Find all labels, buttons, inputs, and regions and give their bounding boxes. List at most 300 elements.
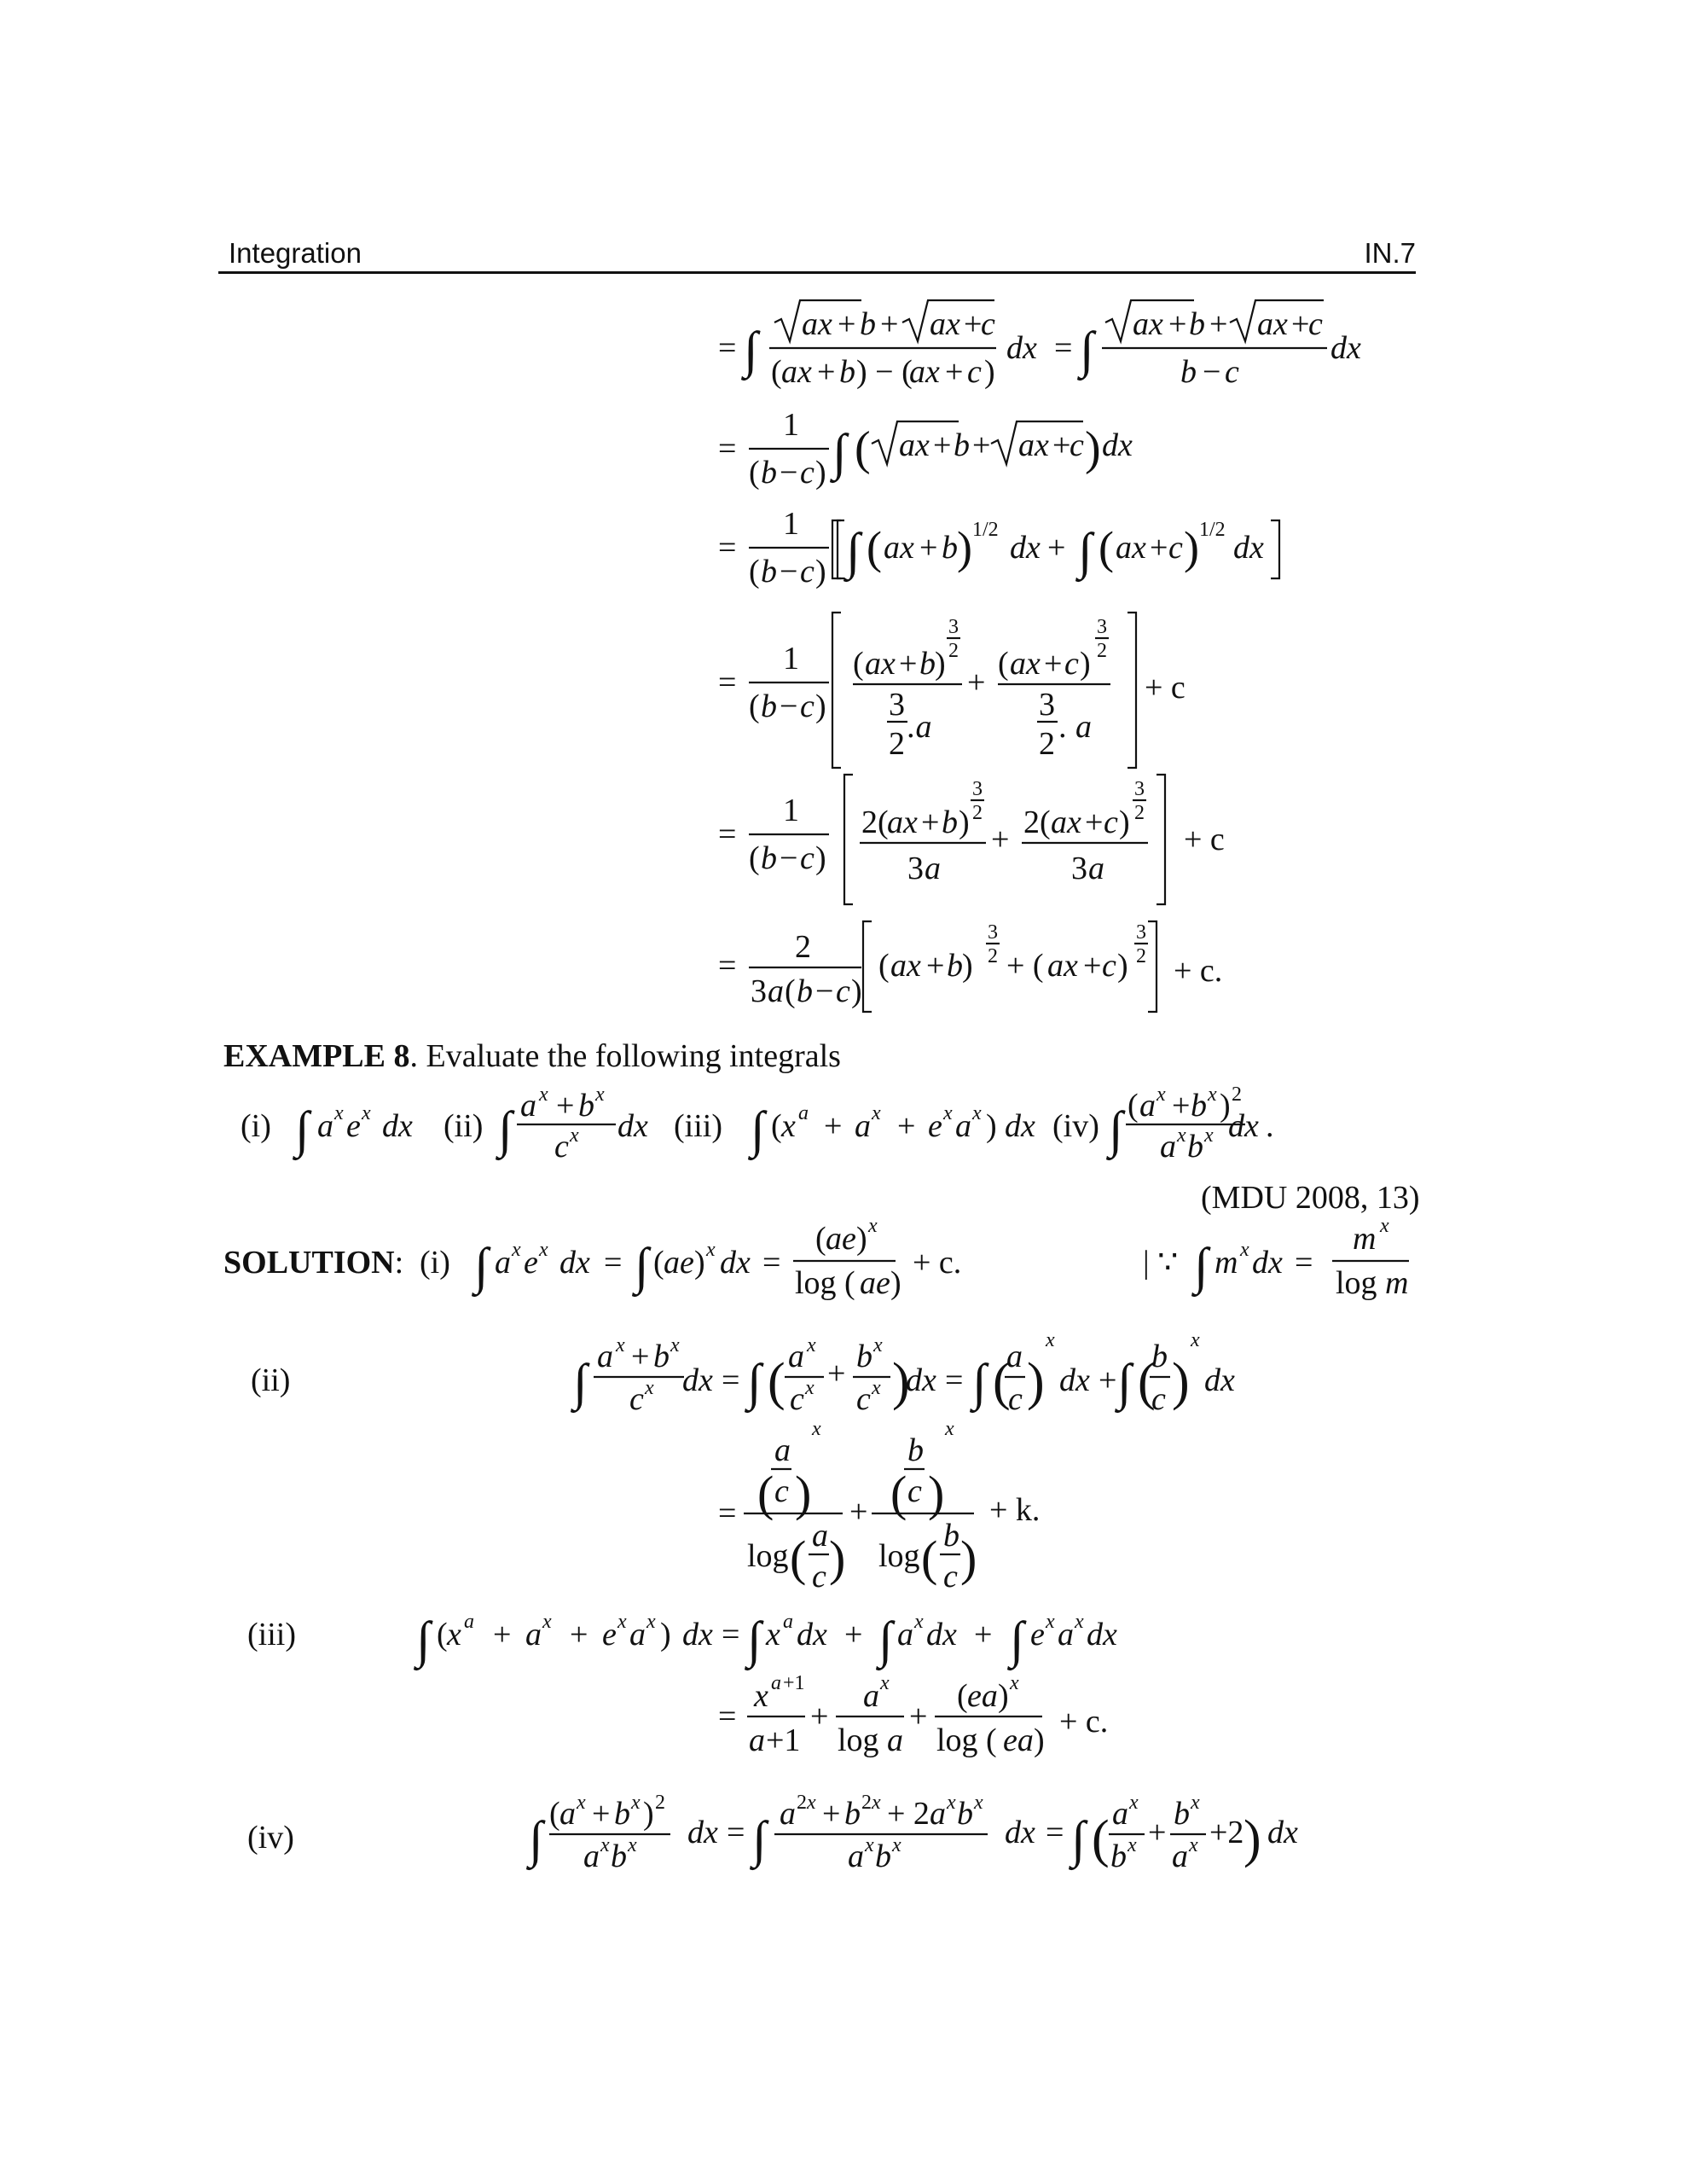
svg-text:x: x bbox=[1129, 1792, 1139, 1814]
svg-text:c: c bbox=[790, 1381, 804, 1417]
svg-text:(: ( bbox=[890, 1466, 907, 1521]
svg-text:a: a bbox=[788, 1339, 804, 1374]
svg-text:a: a bbox=[887, 1722, 903, 1758]
svg-text:+: + bbox=[899, 646, 918, 682]
svg-text:∫: ∫ bbox=[529, 1811, 543, 1867]
svg-text:x: x bbox=[1157, 1083, 1166, 1106]
svg-text:a: a bbox=[848, 1838, 864, 1874]
svg-text:SOLUTION:: SOLUTION: bbox=[223, 1245, 404, 1281]
svg-text:(i): (i) bbox=[420, 1245, 450, 1281]
svg-text:x: x bbox=[447, 1617, 461, 1653]
svg-text:(: ( bbox=[855, 422, 871, 475]
svg-text:=: = bbox=[718, 1699, 737, 1734]
solution-part-iv bbox=[247, 1792, 1298, 1874]
svg-text:∫: ∫ bbox=[1080, 322, 1094, 378]
svg-text:+: + bbox=[570, 1617, 588, 1653]
svg-text:x: x bbox=[1046, 1329, 1055, 1351]
svg-text:=: = bbox=[718, 1496, 737, 1531]
svg-text:=: = bbox=[1295, 1245, 1313, 1281]
svg-text:c: c bbox=[554, 1129, 569, 1165]
svg-text:a: a bbox=[583, 1838, 600, 1874]
svg-text:dx: dx bbox=[1330, 330, 1361, 366]
equation-line-2 bbox=[718, 407, 1133, 491]
svg-text:b: b bbox=[1180, 354, 1197, 390]
equation-line-1 bbox=[718, 300, 1361, 390]
svg-text:2: 2 bbox=[988, 945, 998, 967]
svg-text:a: a bbox=[559, 1796, 576, 1832]
svg-text:+: + bbox=[967, 665, 986, 700]
svg-text:+: + bbox=[1099, 1362, 1117, 1398]
svg-text:c: c bbox=[800, 688, 815, 724]
svg-text:2: 2 bbox=[861, 1792, 872, 1814]
svg-text:(: ( bbox=[785, 973, 796, 1009]
svg-text:a: a bbox=[955, 1108, 971, 1144]
svg-text:−: − bbox=[780, 688, 798, 724]
svg-text:c: c bbox=[1102, 948, 1116, 984]
svg-text:x: x bbox=[943, 1102, 953, 1124]
svg-text:): ) bbox=[1172, 1353, 1190, 1411]
svg-text:+: + bbox=[1052, 427, 1071, 463]
svg-text:b: b bbox=[919, 646, 936, 682]
svg-text:ax: ax bbox=[930, 306, 960, 342]
svg-text:b: b bbox=[947, 948, 963, 984]
svg-text:+ 2: + 2 bbox=[887, 1796, 930, 1832]
svg-text:log (: log ( bbox=[795, 1265, 855, 1301]
svg-text:+: + bbox=[1044, 646, 1063, 682]
svg-text:ax: ax bbox=[1018, 427, 1049, 463]
equation-line-3 bbox=[718, 506, 1279, 590]
svg-text:∫: ∫ bbox=[635, 1238, 649, 1294]
svg-text:(: ( bbox=[771, 1108, 782, 1144]
svg-text:c: c bbox=[800, 554, 815, 590]
svg-text:a: a bbox=[464, 1611, 474, 1633]
svg-text:+ c.: + c. bbox=[913, 1245, 962, 1281]
svg-text:a: a bbox=[768, 973, 784, 1009]
svg-text:(: ( bbox=[1138, 1353, 1156, 1411]
svg-text:3: 3 bbox=[751, 973, 767, 1009]
svg-text:a: a bbox=[525, 1617, 542, 1653]
svg-text:a: a bbox=[774, 1432, 791, 1468]
svg-text:x: x bbox=[1177, 1124, 1186, 1147]
svg-text:c: c bbox=[774, 1473, 789, 1509]
svg-text:=: = bbox=[1054, 330, 1073, 366]
svg-text:3: 3 bbox=[1097, 616, 1107, 638]
svg-text:c: c bbox=[1070, 427, 1084, 463]
svg-text:b: b bbox=[1174, 1796, 1190, 1832]
svg-text:a: a bbox=[749, 1722, 765, 1758]
svg-text:a: a bbox=[1172, 1838, 1188, 1874]
svg-text:): ) bbox=[960, 1531, 977, 1586]
svg-text:+: + bbox=[827, 1356, 846, 1391]
svg-text:b: b bbox=[943, 1518, 959, 1554]
svg-text:x: x bbox=[1240, 1239, 1249, 1261]
svg-text:e: e bbox=[928, 1108, 942, 1144]
svg-text:+: + bbox=[556, 1088, 575, 1124]
svg-text:): ) bbox=[856, 1221, 867, 1257]
svg-text:c: c bbox=[943, 1559, 958, 1594]
svg-text:c: c bbox=[967, 354, 982, 390]
svg-text:+ c.: + c. bbox=[1174, 953, 1223, 989]
svg-text:+: + bbox=[1047, 530, 1066, 566]
svg-text:∫: ∫ bbox=[573, 1354, 588, 1410]
svg-text:(: ( bbox=[790, 1531, 807, 1586]
svg-text:=: = bbox=[945, 1362, 964, 1398]
example-label: EXAMPLE 8 bbox=[223, 1038, 410, 1074]
svg-text:+: + bbox=[631, 1339, 650, 1374]
svg-text:+: + bbox=[964, 306, 983, 342]
svg-text:x: x bbox=[539, 1083, 548, 1106]
svg-text:b: b bbox=[614, 1796, 630, 1832]
svg-text:x: x bbox=[512, 1239, 521, 1261]
svg-text:(: ( bbox=[1092, 1810, 1110, 1868]
svg-text:b: b bbox=[875, 1838, 891, 1874]
svg-text:m: m bbox=[1215, 1245, 1238, 1281]
svg-text:∫: ∫ bbox=[846, 523, 861, 579]
svg-text:=: = bbox=[1046, 1815, 1064, 1850]
svg-text:=: = bbox=[722, 1362, 740, 1398]
svg-text:+2: +2 bbox=[1209, 1815, 1244, 1850]
svg-text:dx: dx bbox=[797, 1617, 827, 1653]
svg-text:dx: dx bbox=[1252, 1245, 1283, 1281]
svg-text:b: b bbox=[611, 1838, 627, 1874]
svg-text:a: a bbox=[798, 1102, 809, 1124]
svg-text:b: b bbox=[1110, 1838, 1127, 1874]
svg-text:c: c bbox=[800, 455, 815, 491]
svg-text:x: x bbox=[972, 1102, 982, 1124]
svg-text:dx: dx bbox=[682, 1617, 713, 1653]
svg-text:ax: ax bbox=[884, 530, 914, 566]
svg-text:(: ( bbox=[749, 554, 760, 590]
svg-text:x: x bbox=[865, 1834, 874, 1856]
svg-text:+: + bbox=[919, 530, 938, 566]
svg-text:x: x bbox=[1191, 1329, 1200, 1351]
svg-text:c: c bbox=[1308, 306, 1323, 342]
solution-part-iii bbox=[247, 1611, 1117, 1758]
svg-text:a: a bbox=[855, 1108, 871, 1144]
svg-text:log (: log ( bbox=[936, 1722, 997, 1758]
svg-text:a: a bbox=[897, 1617, 913, 1653]
svg-text:+: + bbox=[991, 822, 1010, 857]
svg-text:(: ( bbox=[757, 1466, 774, 1521]
svg-text:x: x bbox=[872, 1792, 881, 1814]
svg-text:a: a bbox=[863, 1678, 879, 1714]
svg-text:+: + bbox=[1148, 1815, 1167, 1850]
svg-text:m: m bbox=[1353, 1221, 1377, 1257]
svg-text:x: x bbox=[334, 1102, 344, 1124]
svg-text:∫: ∫ bbox=[878, 1612, 893, 1668]
svg-text:c: c bbox=[1225, 354, 1239, 390]
svg-text:dx: dx bbox=[906, 1362, 936, 1398]
svg-text:2: 2 bbox=[797, 1792, 807, 1814]
svg-text:+: + bbox=[897, 1108, 916, 1144]
svg-text:(ii): (ii) bbox=[251, 1362, 291, 1398]
svg-text:x: x bbox=[617, 1611, 627, 1633]
svg-text:+: + bbox=[592, 1796, 611, 1832]
svg-text:ae: ae bbox=[664, 1245, 694, 1281]
svg-text:dx: dx bbox=[1005, 1108, 1035, 1144]
svg-text:∫: ∫ bbox=[1078, 523, 1093, 579]
svg-text:+: + bbox=[824, 1108, 843, 1144]
svg-text:b: b bbox=[954, 427, 970, 463]
svg-text:∫: ∫ bbox=[751, 1101, 765, 1158]
svg-text:a: a bbox=[1058, 1617, 1074, 1653]
svg-text:): ) bbox=[660, 1617, 671, 1653]
svg-text:∫: ∫ bbox=[1117, 1354, 1132, 1410]
svg-text:x: x bbox=[1208, 1083, 1217, 1106]
svg-text:): ) bbox=[957, 522, 972, 573]
svg-text:+: + bbox=[838, 306, 856, 342]
svg-text:b: b bbox=[907, 1432, 924, 1468]
svg-text:dx: dx bbox=[382, 1108, 413, 1144]
svg-text:x: x bbox=[914, 1611, 924, 1633]
svg-text:dx: dx bbox=[617, 1108, 648, 1144]
svg-text:a: a bbox=[1112, 1796, 1128, 1832]
example-intro: . Evaluate the following integrals bbox=[409, 1038, 841, 1074]
svg-text:a: a bbox=[1006, 1339, 1023, 1374]
svg-text:3: 3 bbox=[1136, 921, 1146, 944]
svg-text:∫: ∫ bbox=[1109, 1101, 1123, 1158]
svg-text:3: 3 bbox=[907, 851, 924, 886]
svg-text:=: = bbox=[762, 1245, 781, 1281]
svg-text:+: + bbox=[849, 1494, 868, 1530]
svg-text:x: x bbox=[754, 1678, 768, 1714]
svg-text:ax: ax bbox=[1047, 948, 1078, 984]
svg-text:): ) bbox=[694, 1245, 705, 1281]
svg-text:): ) bbox=[829, 1531, 846, 1586]
svg-text:b: b bbox=[856, 1339, 872, 1374]
svg-text:log: log bbox=[838, 1722, 879, 1758]
svg-text:ax: ax bbox=[1116, 530, 1146, 566]
svg-text:log: log bbox=[1336, 1265, 1377, 1301]
svg-text:. a: . a bbox=[1059, 709, 1092, 745]
svg-text:dx: dx bbox=[1006, 330, 1037, 366]
svg-text:+: + bbox=[810, 1699, 829, 1734]
svg-text:x: x bbox=[628, 1834, 637, 1856]
svg-text:∫: ∫ bbox=[832, 424, 847, 480]
svg-text:+: + bbox=[945, 354, 964, 390]
svg-text:log: log bbox=[747, 1538, 789, 1574]
svg-text:): ) bbox=[643, 1796, 654, 1832]
svg-text:x: x bbox=[1075, 1611, 1084, 1633]
solution-part-i bbox=[223, 1215, 1409, 1301]
svg-text:ax: ax bbox=[890, 948, 921, 984]
svg-text:b: b bbox=[957, 1796, 973, 1832]
svg-text:1: 1 bbox=[783, 793, 799, 828]
svg-text:x: x bbox=[892, 1834, 901, 1856]
svg-text:c: c bbox=[907, 1473, 922, 1509]
svg-text:): ) bbox=[892, 1353, 910, 1411]
svg-text:ae: ae bbox=[860, 1265, 890, 1301]
svg-text:−: − bbox=[780, 455, 798, 491]
svg-text:+ c.: + c. bbox=[1059, 1704, 1109, 1740]
svg-text:x: x bbox=[631, 1792, 641, 1814]
svg-text:x: x bbox=[1010, 1672, 1019, 1694]
svg-text:∫: ∫ bbox=[416, 1612, 431, 1668]
svg-text:b: b bbox=[1189, 306, 1205, 342]
svg-text:): ) bbox=[815, 688, 826, 724]
svg-text:1: 1 bbox=[783, 641, 799, 677]
svg-text:m: m bbox=[1385, 1265, 1409, 1301]
example-heading bbox=[223, 1038, 841, 1074]
svg-text:(: ( bbox=[549, 1796, 560, 1832]
svg-text:ax: ax bbox=[1257, 306, 1288, 342]
svg-text:c: c bbox=[1151, 1381, 1166, 1417]
svg-text:2: 2 bbox=[889, 726, 905, 762]
svg-text:dx: dx bbox=[1010, 530, 1041, 566]
svg-text:): ) bbox=[986, 1108, 997, 1144]
svg-text:b: b bbox=[761, 840, 777, 876]
svg-text:a: a bbox=[783, 1611, 793, 1633]
svg-text:=: = bbox=[718, 431, 737, 467]
svg-text:ax: ax bbox=[1051, 804, 1081, 840]
svg-text:=: = bbox=[718, 330, 737, 366]
svg-text:a: a bbox=[1088, 851, 1104, 886]
svg-text:): ) bbox=[815, 455, 826, 491]
svg-text:+: + bbox=[974, 1617, 993, 1653]
svg-text:c: c bbox=[1104, 804, 1118, 840]
svg-text:2: 2 bbox=[1136, 945, 1146, 967]
svg-text:dx: dx bbox=[682, 1362, 713, 1398]
svg-text:x: x bbox=[947, 1792, 956, 1814]
part-iii-label: (iii) bbox=[674, 1108, 722, 1144]
svg-text:(iv): (iv) bbox=[247, 1820, 294, 1856]
svg-text:ea: ea bbox=[967, 1678, 998, 1714]
svg-text:dx: dx bbox=[1233, 530, 1264, 566]
svg-text:∫: ∫ bbox=[752, 1811, 767, 1867]
page-number: IN.7 bbox=[1364, 237, 1416, 269]
svg-text:(: ( bbox=[957, 1678, 968, 1714]
svg-text:2(: 2( bbox=[1023, 804, 1051, 840]
svg-text:x: x bbox=[646, 1611, 656, 1633]
svg-text:ax: ax bbox=[899, 427, 930, 463]
svg-text:+: + bbox=[844, 1617, 863, 1653]
svg-text:a: a bbox=[780, 1796, 796, 1832]
svg-text:): ) bbox=[1080, 646, 1091, 682]
svg-text:EXAMPLE 8. Evaluate the follow bbox=[223, 1038, 841, 1074]
svg-text:3: 3 bbox=[972, 778, 983, 800]
svg-text:x: x bbox=[812, 1418, 821, 1440]
svg-text:ax: ax bbox=[865, 646, 896, 682]
svg-text:∫: ∫ bbox=[747, 1354, 762, 1410]
svg-text:x: x bbox=[542, 1611, 552, 1633]
svg-text:): ) bbox=[1244, 1810, 1261, 1868]
svg-text:c: c bbox=[1008, 1381, 1023, 1417]
equation-line-4 bbox=[718, 613, 1186, 768]
svg-text:a: a bbox=[629, 1617, 646, 1653]
svg-text:a: a bbox=[597, 1339, 613, 1374]
svg-text:e: e bbox=[602, 1617, 617, 1653]
svg-text:+: + bbox=[926, 948, 945, 984]
svg-text:): ) bbox=[962, 948, 973, 984]
svg-text:b: b bbox=[761, 688, 777, 724]
svg-text:c: c bbox=[836, 973, 850, 1009]
svg-text:x: x bbox=[595, 1083, 605, 1106]
svg-text:x: x bbox=[1380, 1215, 1389, 1237]
svg-text:+ (: + ( bbox=[1006, 948, 1044, 984]
svg-text:x: x bbox=[974, 1792, 983, 1814]
svg-text:=: = bbox=[722, 1617, 740, 1653]
svg-text:x: x bbox=[766, 1617, 780, 1653]
svg-text:(: ( bbox=[853, 646, 864, 682]
svg-text:.: . bbox=[1266, 1108, 1274, 1144]
svg-text:b: b bbox=[1187, 1129, 1203, 1165]
svg-text:∫: ∫ bbox=[1194, 1238, 1209, 1294]
svg-text:ax: ax bbox=[781, 354, 812, 390]
svg-text:a: a bbox=[812, 1518, 828, 1554]
svg-text:3: 3 bbox=[889, 687, 905, 723]
svg-text:∫: ∫ bbox=[295, 1101, 310, 1158]
svg-text:): ) bbox=[851, 973, 862, 1009]
running-header-title: Integration bbox=[229, 237, 362, 269]
svg-text:dx: dx bbox=[926, 1617, 957, 1653]
equation-line-6 bbox=[718, 921, 1222, 1012]
svg-text:a: a bbox=[771, 1672, 781, 1694]
svg-text:(iii): (iii) bbox=[247, 1617, 296, 1653]
svg-text:e: e bbox=[1030, 1617, 1045, 1653]
part-ii-label: (ii) bbox=[443, 1108, 484, 1144]
svg-text:dx: dx bbox=[1059, 1362, 1090, 1398]
svg-text:3: 3 bbox=[988, 921, 998, 944]
svg-text:ea: ea bbox=[1003, 1722, 1034, 1758]
svg-text:b: b bbox=[839, 354, 855, 390]
svg-text:+ k.: + k. bbox=[989, 1492, 1041, 1528]
svg-text:x: x bbox=[706, 1239, 716, 1261]
svg-text:): ) bbox=[1184, 522, 1199, 573]
svg-text:dx: dx bbox=[1204, 1362, 1235, 1398]
svg-text:3: 3 bbox=[1134, 778, 1145, 800]
svg-text:b: b bbox=[1191, 1088, 1207, 1124]
svg-text:x: x bbox=[1128, 1834, 1137, 1856]
svg-text:x: x bbox=[1204, 1124, 1214, 1147]
svg-text:): ) bbox=[1085, 422, 1101, 475]
svg-text:2: 2 bbox=[655, 1792, 665, 1814]
svg-text:): ) bbox=[795, 1466, 812, 1521]
svg-text:): ) bbox=[815, 840, 826, 876]
svg-text:x: x bbox=[616, 1334, 625, 1356]
svg-text:2(: 2( bbox=[861, 804, 889, 840]
svg-text:b: b bbox=[1151, 1339, 1168, 1374]
svg-text:(: ( bbox=[993, 1353, 1011, 1411]
svg-text:x: x bbox=[539, 1239, 548, 1261]
svg-text:+: + bbox=[1172, 1088, 1191, 1124]
solution-part-ii bbox=[251, 1329, 1235, 1594]
svg-text:b: b bbox=[578, 1088, 594, 1124]
svg-text:a: a bbox=[495, 1245, 511, 1281]
svg-text:∫: ∫ bbox=[474, 1238, 489, 1294]
svg-text:(: ( bbox=[768, 1353, 786, 1411]
svg-text:ax: ax bbox=[909, 354, 940, 390]
svg-text:∫: ∫ bbox=[1010, 1612, 1024, 1668]
svg-text:=: = bbox=[604, 1245, 623, 1281]
svg-text:ax: ax bbox=[1133, 306, 1163, 342]
svg-text:x: x bbox=[872, 1102, 881, 1124]
svg-text:=: = bbox=[718, 665, 737, 700]
svg-text:x: x bbox=[600, 1834, 610, 1856]
svg-text:): ) bbox=[1034, 1722, 1045, 1758]
svg-text:b: b bbox=[761, 455, 777, 491]
svg-text:dx: dx bbox=[720, 1245, 751, 1281]
svg-text:e: e bbox=[346, 1108, 361, 1144]
svg-text:(: ( bbox=[1099, 522, 1114, 573]
svg-text:+: + bbox=[1150, 530, 1168, 566]
svg-text:b: b bbox=[942, 530, 958, 566]
svg-text:+: + bbox=[493, 1617, 512, 1653]
svg-text:∫: ∫ bbox=[1071, 1811, 1086, 1867]
svg-text:a: a bbox=[925, 851, 941, 886]
svg-text:x: x bbox=[807, 1334, 816, 1356]
svg-text:(: ( bbox=[1128, 1088, 1139, 1124]
svg-text:x: x bbox=[945, 1418, 954, 1440]
